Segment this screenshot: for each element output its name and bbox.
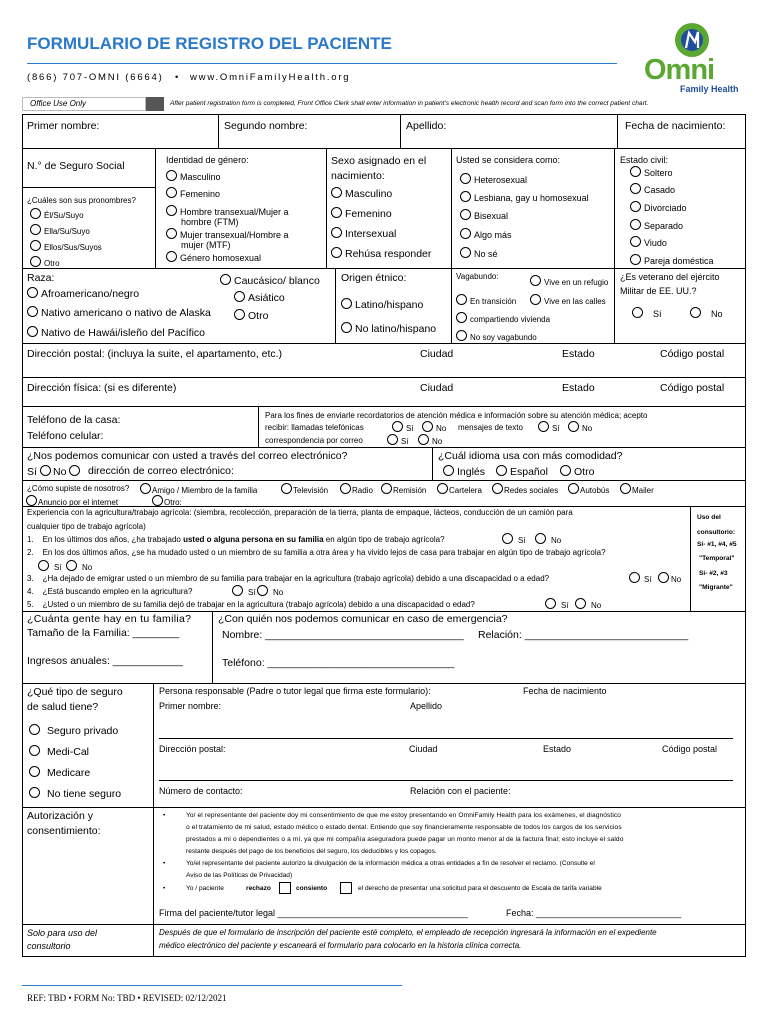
auth-label-2: consentimiento: (27, 825, 101, 837)
source-billboard[interactable]: Cartelera (437, 483, 482, 495)
pronoun-question: ¿Cuáles son sus pronombres? (27, 196, 136, 205)
page-title: FORMULARIO DE REGISTRO DEL PACIENTE (27, 34, 392, 53)
header-rule (27, 63, 617, 64)
gender-label: Identidad de género: (166, 155, 249, 165)
source-radio-radio[interactable] (340, 483, 351, 494)
mail-state-field[interactable]: Estado (562, 348, 595, 360)
veteran-no[interactable]: No (690, 307, 723, 319)
agri-q4: 4. ¿Está buscando empleo en la agricultura? (27, 587, 193, 596)
ins-medicare-radio[interactable] (29, 766, 40, 777)
emergency-question: ¿Con quién nos podemos comunicar en caso de emergencia? (218, 613, 508, 625)
responsible-dob-field[interactable]: Fecha de nacimiento (523, 686, 607, 696)
civil-partner-radio[interactable] (630, 254, 641, 265)
race-native-am[interactable]: Nativo americano o nativo de Alaska (27, 306, 211, 319)
reminder-text-yes[interactable]: Sí (538, 421, 560, 433)
homeless-shelter-radio[interactable] (530, 275, 541, 286)
gender-mtf-radio[interactable] (166, 228, 177, 239)
agri-q4-no-radio[interactable] (257, 585, 268, 596)
agri-q1-no-radio[interactable] (535, 533, 546, 544)
race-label: Raza: (27, 272, 55, 284)
agri-q4-no[interactable]: No (257, 585, 283, 597)
veteran-yes-radio[interactable] (632, 307, 643, 318)
auth-bullet-2: • (163, 860, 166, 867)
homeless-no[interactable]: No soy vagabundo (456, 330, 537, 342)
civil-label: Estado civil: (620, 155, 669, 165)
reminder-text-no-radio[interactable] (568, 421, 579, 432)
responsible-first-field[interactable]: Primer nombre: (159, 701, 222, 711)
phone-number: (866) 707-OMNI (6664) (27, 72, 164, 83)
pronoun-he-radio[interactable] (30, 208, 41, 219)
agri-office-4: "Temporal" (699, 555, 735, 562)
dob-field[interactable]: Fecha de nacimiento: (625, 120, 726, 132)
source-question: ¿Cómo supiste de nosotros? (27, 484, 130, 493)
race-black[interactable]: Afroamericano/negro (27, 287, 139, 300)
orient-hetero-radio[interactable] (460, 173, 471, 184)
sex-intersex-radio[interactable] (331, 227, 342, 238)
middle-name-field[interactable]: Segundo nombre: (224, 120, 308, 132)
source-other-radio[interactable] (152, 495, 163, 506)
source-tv-radio[interactable] (281, 483, 292, 494)
logo-text: Omni (644, 54, 715, 86)
responsible-city-field[interactable]: Ciudad (409, 744, 438, 754)
sex-intersex[interactable]: Intersexual (331, 227, 396, 240)
gender-ftm-cont: hombre (FTM) (181, 217, 239, 227)
sex-label-1: Sexo asignado en el (331, 155, 427, 167)
lang-other-radio[interactable] (560, 465, 571, 476)
emergency-name-field[interactable]: Nombre: __________________________________ (222, 629, 464, 641)
race-white[interactable]: Caucásico/ blanco (220, 274, 320, 287)
agri-q4-yes[interactable]: Sí (232, 585, 256, 597)
email-question: ¿Nos podemos comunicar con usted a través del correo electrónico? (27, 450, 348, 462)
civil-widowed[interactable]: Viudo (630, 236, 667, 248)
race-asian-radio[interactable] (234, 291, 245, 302)
civil-divorced-radio[interactable] (630, 201, 641, 212)
auth-b3-suffix: el derecho de presentar una solicitud para el descuento de Escala de tarifa variable (358, 885, 602, 892)
agri-q3-no[interactable]: No (658, 572, 681, 584)
phys-zip-field[interactable]: Código postal (660, 382, 725, 394)
auth-bullet-1: • (163, 812, 166, 819)
auth-consent-label: consiento (296, 885, 328, 892)
auth-b2-line2: Aviso de las Políticas de Privacidad) (186, 872, 293, 879)
reminder-calls-no[interactable]: No (422, 421, 446, 433)
ins-none-radio[interactable] (29, 787, 40, 798)
agri-office-2: consultorio: (697, 529, 736, 536)
lang-english-radio[interactable] (443, 465, 454, 476)
civil-separated-radio[interactable] (630, 219, 641, 230)
auth-label-1: Autorización y (27, 810, 93, 822)
homeless-no-radio[interactable] (456, 330, 467, 341)
auth-b1-line1: Yo/ el representante del paciente doy mi consentimiento de que me estoy presentando en OmniFamily Health para los exámenes, el diagnóstico (186, 812, 622, 819)
source-billboard-radio[interactable] (437, 483, 448, 494)
insurance-q2: de salud tiene? (27, 701, 99, 713)
agri-intro-2: cualquier tipo de trabajo agrícola) (27, 522, 146, 531)
source-mailer-radio[interactable] (620, 483, 631, 494)
reminder-mail-yes-radio[interactable] (387, 434, 398, 445)
auth-b3-prefix: Yo / paciente (186, 885, 224, 892)
agri-q2: 2. En los dos últimos años, ¿se ha mudado usted o un miembro de su familia a otra área y ha vivido lejos de casa para trabajar en algún tipo de trabajo agrícola? (27, 548, 606, 557)
responsible-label: Persona responsable (Padre o tutor legal que firma este formulario): (159, 686, 431, 696)
mail-address-field[interactable]: Dirección postal: (incluya la suite, el apartamento, etc.) (27, 348, 283, 360)
homeless-street-radio[interactable] (530, 294, 541, 305)
veteran-q2: Militar de EE. UU.? (620, 286, 697, 296)
ins-private[interactable]: Seguro privado (29, 724, 118, 737)
race-black-radio[interactable] (27, 287, 38, 298)
race-other-radio[interactable] (234, 309, 245, 320)
ins-none[interactable]: No tiene seguro (29, 787, 121, 800)
race-hawaiian-radio[interactable] (27, 326, 38, 337)
source-referral[interactable]: Remisión (381, 483, 426, 495)
homeless-transition[interactable]: En transición (456, 294, 516, 306)
revision-info: REF: TBD • FORM No: TBD • REVISED: 02/12/2021 (27, 993, 227, 1003)
email-yes[interactable]: Sí (27, 465, 54, 478)
logo-subtitle: Family Health (680, 84, 739, 94)
agri-q1-yes-radio[interactable] (502, 533, 513, 544)
responsible-phone-field[interactable]: Número de contacto: (159, 786, 243, 796)
homeless-shelter[interactable]: Vive en un refugio (530, 275, 608, 287)
family-question: ¿Cuánta gente hay en tu familia? (27, 613, 192, 625)
agri-q3-no-radio[interactable] (658, 572, 669, 583)
auth-refuse-checkbox[interactable] (279, 882, 291, 894)
agri-q5-no[interactable]: No (575, 598, 601, 610)
source-internet[interactable]: Anuncio por el internet (26, 495, 118, 507)
responsible-relation-field[interactable]: Relación con el paciente: (410, 786, 511, 796)
reminder-text-no[interactable]: No (568, 421, 592, 433)
last-name-field[interactable]: Apellido: (406, 120, 447, 132)
mail-zip-field[interactable]: Código postal (660, 348, 725, 360)
ins-medical-radio[interactable] (29, 745, 40, 756)
signature-field[interactable]: Firma del paciente/tutor legal ______________________________________ (159, 908, 468, 918)
gender-male-radio[interactable] (166, 170, 177, 181)
signature-date-field[interactable]: Fecha: _____________________________ (506, 908, 682, 918)
responsible-state-field[interactable]: Estado (543, 744, 572, 754)
source-tv[interactable]: Televisión (281, 483, 328, 495)
ethnic-latino[interactable]: Latino/hispano (341, 298, 423, 311)
agri-q2-yes[interactable]: Sí (38, 560, 62, 572)
auth-refuse-label: rechazo (246, 885, 271, 892)
agri-q1-yes[interactable]: Sí (502, 533, 526, 545)
annual-income-field[interactable]: Ingresos anuales: ____________ (27, 655, 183, 667)
orient-gay-radio[interactable] (460, 191, 471, 202)
office-use-note: After patient registration form is completed, Front Office Clerk shall enter information in patient's electronic health record and scan form into the correct patient chart. (170, 100, 649, 107)
footer-note-1: Después de que el formulario de inscripción del paciente esté completo, el empleado de recepción ingresará la información en el expediente (159, 928, 657, 937)
agri-q5-yes[interactable]: Sí (545, 598, 569, 610)
orient-gay[interactable]: Lesbiana, gay u homosexual (460, 191, 589, 203)
agri-q5-no-radio[interactable] (575, 598, 586, 609)
ethnic-latino-radio[interactable] (341, 298, 352, 309)
civil-single-radio[interactable] (630, 166, 641, 177)
agri-intro-1: Experiencia con la agricultura/trabajo agrícola: (siembra, recolección, preparación de la tierra, planta de empaque, lácteos, conducción de un camión para (27, 508, 573, 517)
phys-address-field[interactable]: Dirección física: (si es diferente) (27, 382, 177, 394)
ethnic-not-latino[interactable]: No latino/hispano (341, 322, 436, 335)
reminder-calls-yes[interactable]: Sí (392, 421, 414, 433)
footer-note-2: médico electrónico del paciente y escaneará el formulario para colocarlo en la historia clínica correcta. (159, 941, 522, 950)
source-friend-radio[interactable] (140, 483, 151, 494)
phys-state-field[interactable]: Estado (562, 382, 595, 394)
bullet: • (175, 72, 179, 83)
source-mailer[interactable]: Mailer (620, 483, 654, 495)
responsible-zip-field[interactable]: Código postal (662, 744, 718, 754)
orient-bi[interactable]: Bisexual (460, 209, 508, 221)
language-question: ¿Cuál idioma usa con más comodidad? (438, 450, 623, 462)
home-phone-field[interactable]: Teléfono de la casa: (27, 414, 121, 426)
footer-rule (22, 985, 402, 986)
pronoun-he[interactable]: Él/Su/Suyo (30, 208, 84, 220)
race-asian[interactable]: Asiático (234, 291, 285, 304)
auth-b1-line3: prestados a mí o dependientes o a mí, ya que mi compañía aseguradora puede pagar un monto menor al de la factura final; esto incluye el saldo (186, 836, 624, 843)
lang-spanish-radio[interactable] (496, 465, 507, 476)
sex-male-radio[interactable] (331, 187, 342, 198)
gender-male[interactable]: Masculino (166, 170, 221, 182)
pronoun-they[interactable]: Ellos/Sus/Suyos (30, 240, 102, 252)
responsible-last-field[interactable]: Apellido (410, 701, 443, 711)
lang-english[interactable]: Inglés (443, 465, 485, 478)
orient-unknown[interactable]: No sé (460, 247, 498, 259)
ins-medical[interactable]: Medi-Cal (29, 745, 89, 758)
gender-queer[interactable]: Género homosexual (166, 251, 261, 263)
lang-spanish[interactable]: Español (496, 465, 548, 478)
auth-b1-line4: restante después del pago de los beneficios del seguro, los deducibles y los copagos. (186, 848, 437, 855)
office-only-2: consultorio (27, 941, 71, 951)
agri-q1: 1. En los últimos dos años, ¿ha trabajado usted o alguna persona en su familia en algún tipo de trabajo agrícola? (27, 535, 445, 544)
homeless-label: Vagabundo: (456, 272, 499, 281)
sex-refuse-radio[interactable] (331, 247, 342, 258)
pronoun-she-radio[interactable] (30, 224, 41, 235)
agri-q2-no-radio[interactable] (66, 560, 77, 571)
emergency-phone-field[interactable]: Teléfono: ________________________________ (222, 657, 455, 669)
civil-single[interactable]: Soltero (630, 166, 673, 178)
homeless-transition-radio[interactable] (456, 294, 467, 305)
orient-label: Usted se considera como: (456, 155, 561, 165)
gender-mtf[interactable]: Mujer transexual/Hombre a (166, 228, 289, 240)
homeless-doubled-radio[interactable] (456, 312, 467, 323)
source-social[interactable]: Redes sociales (492, 483, 558, 495)
agri-q2-no[interactable]: No (66, 560, 92, 572)
civil-married[interactable]: Casado (630, 183, 675, 195)
civil-widowed-radio[interactable] (630, 236, 641, 247)
family-size-field[interactable]: Tamaño de la Familia: ________ (27, 627, 180, 639)
race-hawaiian[interactable]: Nativo de Hawái/isleño del Pacífico (27, 326, 205, 339)
agri-q5: 5. ¿Usted o un miembro de su familia dejó de trabajar en la agricultura (trabajo agrícola) debido a una discapacidad o edad? (27, 600, 475, 609)
gender-female[interactable]: Femenino (166, 187, 220, 199)
agri-q4-yes-radio[interactable] (232, 585, 243, 596)
sex-male[interactable]: Masculino (331, 187, 392, 200)
auth-bullet-3: • (163, 885, 166, 892)
reminder-consent: Para los fines de enviarle recordatorios de atención médica e información sobre su atención médica; acepto (265, 411, 648, 420)
civil-partner[interactable]: Pareja doméstica (630, 254, 714, 266)
homeless-street[interactable]: Vive en las calles (530, 294, 606, 306)
mail-city-field[interactable]: Ciudad (420, 348, 454, 360)
reminder-calls-no-radio[interactable] (422, 421, 433, 432)
source-radio[interactable]: Radio (340, 483, 373, 495)
gender-ftm-radio[interactable] (166, 205, 177, 216)
agri-office-6: "Migrante" (699, 584, 733, 591)
logo (640, 20, 750, 96)
pronoun-other[interactable]: Otro (30, 256, 60, 268)
reminder-text-label: mensajes de texto (458, 423, 523, 432)
gender-mtf-cont: mujer (MTF) (181, 240, 231, 250)
ins-medicare[interactable]: Medicare (29, 766, 90, 779)
auth-b2-line1: Yo/el representante del paciente autorizo la divulgación de la información médica a otras entidades a fin de resolver el reclamo. (Consulte el (186, 860, 595, 867)
orient-hetero[interactable]: Heterosexual (460, 173, 527, 185)
source-social-radio[interactable] (492, 483, 503, 494)
pronoun-other-radio[interactable] (30, 256, 41, 267)
reminder-mail-no-radio[interactable] (418, 434, 429, 445)
civil-divorced[interactable]: Divorciado (630, 201, 687, 213)
ins-private-radio[interactable] (29, 724, 40, 735)
agri-office-5: Sí- #2, #3 (699, 570, 728, 577)
first-name-field[interactable]: Primer nombre: (27, 120, 100, 132)
website: www.OmniFamilyHealth.org (190, 72, 351, 83)
homeless-doubled[interactable]: compartiendo vivienda (456, 312, 550, 324)
office-use-label: Office Use Only (30, 99, 87, 108)
veteran-no-radio[interactable] (690, 307, 701, 318)
source-bus-radio[interactable] (568, 483, 579, 494)
pronoun-she[interactable]: Ella/Su/Suyo (30, 224, 90, 236)
race-white-radio[interactable] (220, 274, 231, 285)
civil-separated[interactable]: Separado (630, 219, 683, 231)
insurance-q1: ¿Qué tipo de seguro (27, 686, 123, 698)
source-internet-radio[interactable] (26, 495, 37, 506)
agri-office-3: Sí- #1, #4, #5 (697, 541, 737, 548)
gender-female-radio[interactable] (166, 187, 177, 198)
agri-q3-yes-radio[interactable] (629, 572, 640, 583)
auth-consent-checkbox[interactable] (340, 882, 352, 894)
sex-refuse[interactable]: Rehúsa responder (331, 247, 431, 260)
sex-label-2: nacimiento: (331, 170, 385, 182)
agri-q3-yes[interactable]: Sí (629, 572, 652, 584)
office-use-gray-block (146, 97, 164, 111)
race-other[interactable]: Otro (234, 309, 268, 322)
email-no[interactable]: No (53, 465, 83, 478)
agri-q1-no[interactable]: No (535, 533, 561, 545)
source-bus[interactable]: Autobús (568, 483, 609, 495)
email-no-radio[interactable] (69, 465, 80, 476)
ssn-field[interactable]: N.° de Seguro Social (27, 160, 125, 172)
responsible-address-field[interactable]: Dirección postal: (159, 744, 226, 754)
reminder-calls-yes-radio[interactable] (392, 421, 403, 432)
source-other[interactable]: Otro: (152, 495, 182, 507)
cell-phone-field[interactable]: Teléfono celular: (27, 430, 104, 442)
emergency-relation-field[interactable]: Relación: ____________________________ (478, 629, 689, 641)
sex-female[interactable]: Femenino (331, 207, 392, 220)
orient-other[interactable]: Algo más (460, 228, 512, 240)
agri-q2-yes-radio[interactable] (38, 560, 49, 571)
gender-queer-radio[interactable] (166, 251, 177, 262)
veteran-yes[interactable]: Sí (632, 307, 662, 319)
orient-bi-radio[interactable] (460, 209, 471, 220)
source-referral-radio[interactable] (381, 483, 392, 494)
civil-married-radio[interactable] (630, 183, 641, 194)
email-yes-radio[interactable] (40, 465, 51, 476)
ethnic-label: Origen étnico: (341, 272, 407, 284)
gender-ftm[interactable]: Hombre transexual/Mujer a (166, 205, 289, 217)
office-only-1: Solo para uso del (27, 928, 98, 938)
race-native-am-radio[interactable] (27, 306, 38, 317)
pronoun-they-radio[interactable] (30, 240, 41, 251)
orient-other-radio[interactable] (460, 228, 471, 239)
email-address-field[interactable]: dirección de correo electrónico: (88, 465, 234, 477)
reminder-mail-no[interactable]: No (418, 434, 442, 446)
reminder-mail-label: correspondencia por correo (265, 436, 363, 445)
orient-unknown-radio[interactable] (460, 247, 471, 258)
auth-b1-line2: o el tratamiento de mi salud, estado médico o estado dental. Entiendo que soy financieramente responsable de todos los cargos de los servicios (186, 824, 622, 831)
reminder-text-yes-radio[interactable] (538, 421, 549, 432)
ethnic-not-latino-radio[interactable] (341, 322, 352, 333)
lang-other[interactable]: Otro (560, 465, 594, 478)
reminder-mail-yes[interactable]: Sí (387, 434, 409, 446)
veteran-q1: ¿Es veterano del ejército (620, 272, 720, 282)
reminder-calls-label: recibir: llamadas telefónicas (265, 423, 364, 432)
agri-q5-yes-radio[interactable] (545, 598, 556, 609)
sex-female-radio[interactable] (331, 207, 342, 218)
phys-city-field[interactable]: Ciudad (420, 382, 454, 394)
agri-q3: 3. ¿Ha dejado de emigrar usted o un miembro de su familia para trabajar en la agricultura (trabajo agrícola) debido a una discapacidad o a edad? (27, 574, 550, 583)
agri-office-1: Uso del (697, 514, 721, 521)
source-friend[interactable]: Amigo / Miembro de la familia (140, 483, 257, 495)
